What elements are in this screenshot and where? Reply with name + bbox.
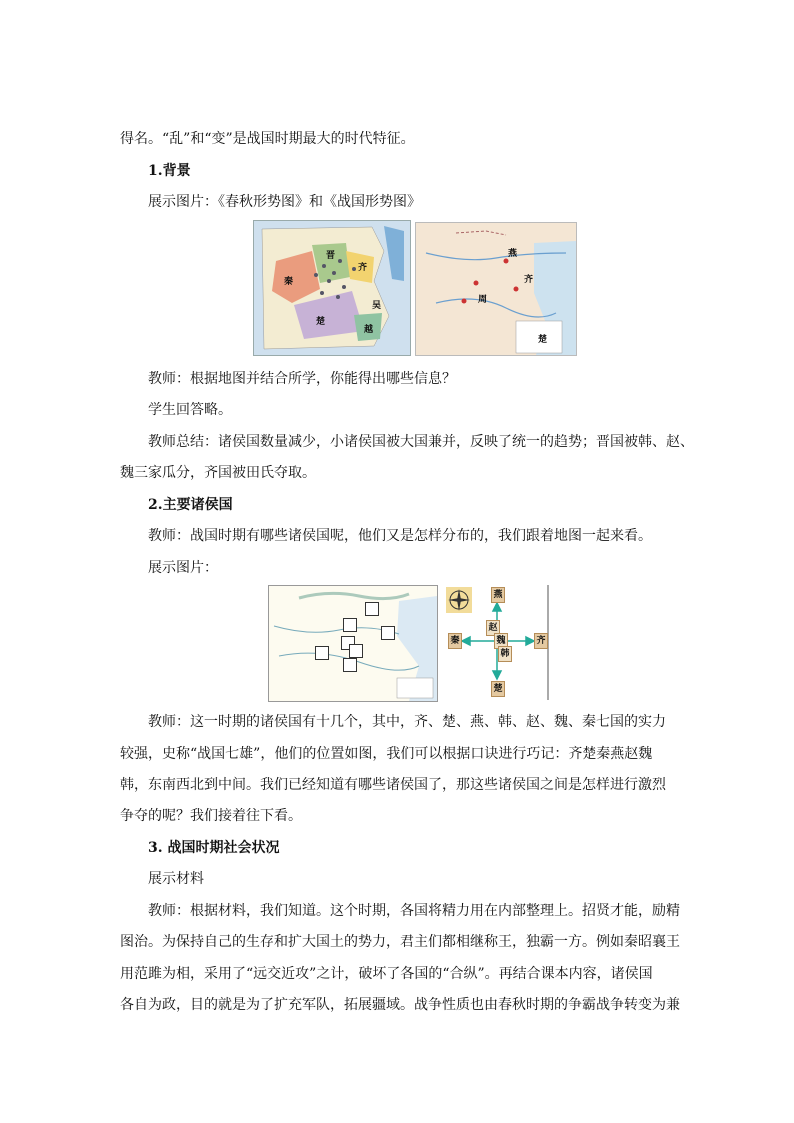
map2-label-yan: 燕 <box>508 249 518 259</box>
outline-map <box>268 585 438 702</box>
paragraph-seven-states-line2: 较强，史称“战国七雄”，他们的位置如图，我们可以根据口诀进行巧记：齐楚秦燕赵魏 <box>120 746 653 762</box>
paragraph-show-picture: 展示图片： <box>148 560 218 576</box>
spring-autumn-map <box>253 220 411 356</box>
heading-main-states: 2.主要诸侯国 <box>148 497 233 513</box>
paragraph-show-material: 展示材料 <box>148 871 204 887</box>
map1-label-yue: 越 <box>364 325 374 335</box>
paragraph-teacher-states: 教师：战国时期有哪些诸侯国呢，他们又是怎样分布的，我们跟着地图一起来看。 <box>148 528 652 544</box>
diagram-state-chu: 楚 <box>491 681 505 697</box>
paragraph-seven-states-line1: 教师：这一时期的诸侯国有十几个，其中，齐、楚、燕、韩、赵、魏、秦七国的实力 <box>148 714 666 730</box>
diagram-state-zhao: 赵 <box>486 620 500 636</box>
heading-social-conditions: 3. 战国时期社会状况 <box>148 840 280 856</box>
paragraph-intro: 得名。“乱”和“变”是战国时期最大的时代特征。 <box>120 131 415 147</box>
warring-states-map <box>415 222 577 356</box>
paragraph-material-line3: 用范雎为相，采用了“远交近攻”之计，破坏了各国的“合纵”。再结合课本内容，诸侯国 <box>120 966 653 982</box>
map-box-qi <box>381 626 395 640</box>
heading-background: 1.背景 <box>148 163 191 179</box>
spring-autumn-map-graphic <box>254 221 410 355</box>
map2-label-qi: 齐 <box>524 275 534 285</box>
diagram-state-qi: 齐 <box>534 633 548 649</box>
map1-label-chu: 楚 <box>316 317 326 327</box>
map-box-zhao <box>343 618 357 632</box>
diagram-state-wei: 魏 <box>494 633 508 649</box>
paragraph-summary-line2: 魏三家瓜分，齐国被田氏夺取。 <box>120 465 316 481</box>
map1-label-qi: 齐 <box>358 263 368 273</box>
map2-label-chu: 楚 <box>538 335 548 345</box>
diagram-state-qin: 秦 <box>448 633 462 649</box>
map1-label-wu: 吴 <box>372 301 382 311</box>
map-box-chu <box>343 658 357 672</box>
paragraph-seven-states-line3: 韩，东南西北到中间。我们已经知道有哪些诸侯国了，那这些诸侯国之间是怎样进行激烈 <box>120 777 666 793</box>
paragraph-seven-states-line4: 争夺的呢？我们接着往下看。 <box>120 808 302 824</box>
warring-states-map-graphic <box>416 223 576 355</box>
map-box-yan <box>365 602 379 616</box>
diagram-state-han: 韩 <box>498 646 512 662</box>
map1-label-qin: 秦 <box>284 277 294 287</box>
map-box-qin <box>315 646 329 660</box>
paragraph-material-line1: 教师：根据材料，我们知道。这个时期，各国将精力用在内部整理上。招贤才能，励精 <box>148 903 680 919</box>
paragraph-material-line2: 图治。为保持自己的生存和扩大国土的势力，君主们都相继称王，独霸一方。例如秦昭襄王 <box>120 934 680 950</box>
map1-label-jin: 晋 <box>326 251 336 261</box>
paragraph-show-pictures: 展示图片：《春秋形势图》和《战国形势图》 <box>148 194 421 210</box>
diagram-state-yan: 燕 <box>491 587 505 603</box>
paragraph-summary-line1: 教师总结：诸侯国数量减少，小诸侯国被大国兼并，反映了统一的趋势；晋国被韩、赵、 <box>148 434 694 450</box>
map-box-han <box>349 644 363 658</box>
map2-label-zhou: 周 <box>478 295 488 305</box>
paragraph-material-line4: 各自为政，目的就是为了扩充军队，拓展疆域。战争性质也由春秋时期的争霸战争转变为兼 <box>120 997 680 1013</box>
seven-states-diagram <box>442 585 552 700</box>
paragraph-student-answer: 学生回答略。 <box>148 402 232 418</box>
paragraph-teacher-question: 教师：根据地图并结合所学，你能得出哪些信息？ <box>148 371 456 387</box>
